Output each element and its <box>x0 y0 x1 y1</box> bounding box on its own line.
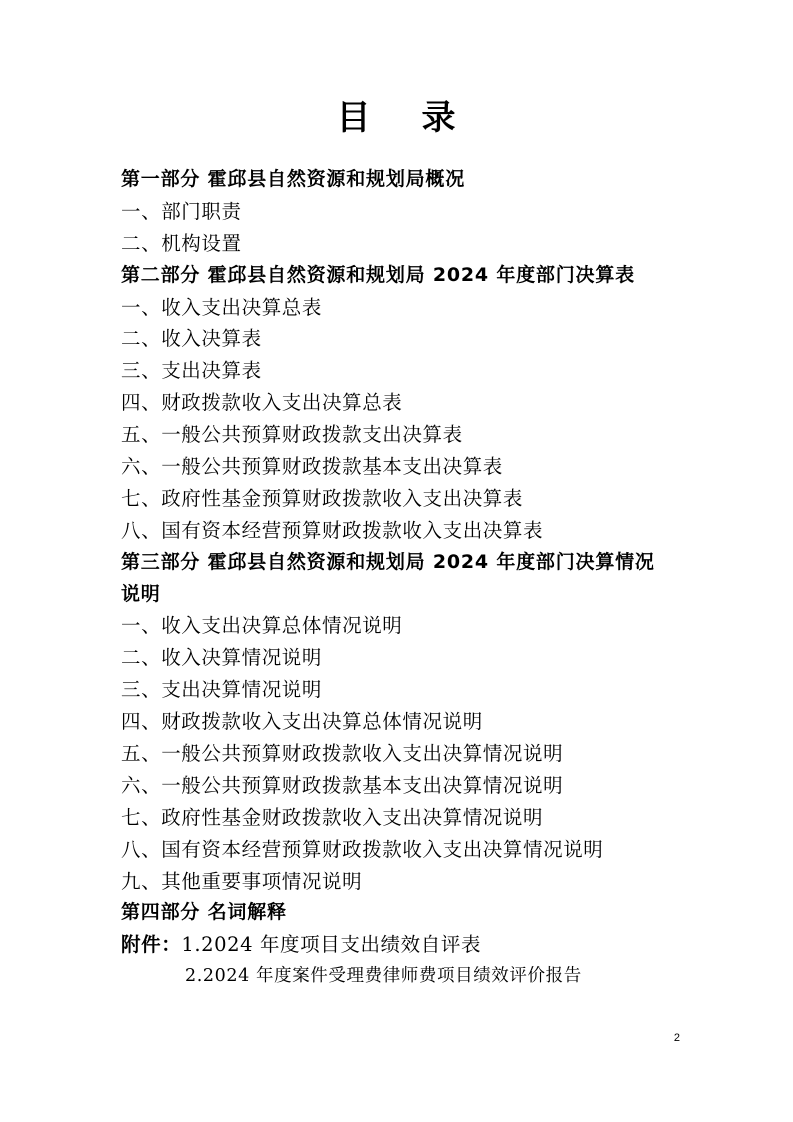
attachment-row <box>121 929 681 961</box>
toc-item[interactable]: 一、收入支出决算总表 <box>121 295 323 319</box>
toc-part-3[interactable]: 第三部分 霍邱县自然资源和规划局 2024 年度部门决算情况 <box>121 550 655 573</box>
title-char-1: 目 <box>336 98 372 138</box>
toc-item[interactable]: 二、收入决算情况说明 <box>121 646 323 670</box>
toc-item[interactable]: 二、机构设置 <box>121 231 242 255</box>
toc-item[interactable]: 四、财政拨款收入支出决算总体情况说明 <box>121 710 483 734</box>
toc-item[interactable]: 六、一般公共预算财政拨款基本支出决算情况说明 <box>121 773 564 797</box>
title-char-2: 录 <box>421 98 457 138</box>
toc-item[interactable]: 七、政府性基金预算财政拨款收入支出决算表 <box>121 486 524 510</box>
toc-item[interactable]: 三、支出决算情况说明 <box>121 678 323 702</box>
toc-item[interactable]: 七、政府性基金财政拨款收入支出决算情况说明 <box>121 805 544 829</box>
toc-item[interactable]: 四、财政拨款收入支出决算总表 <box>121 391 403 415</box>
attachment-item[interactable]: 2.2024 年度案件受理费律师费项目绩效评价报告 <box>185 966 582 987</box>
table-of-contents <box>121 164 681 993</box>
toc-item[interactable]: 九、其他重要事项情况说明 <box>121 869 363 893</box>
toc-part-2[interactable]: 第二部分 霍邱县自然资源和规划局 2024 年度部门决算表 <box>121 263 635 286</box>
toc-part-3-continued[interactable]: 说明 <box>121 582 161 605</box>
attachment-label: 附件： <box>121 933 182 957</box>
toc-part-1[interactable]: 第一部分 霍邱县自然资源和规划局概况 <box>121 168 466 190</box>
toc-item[interactable]: 一、部门职责 <box>121 199 242 223</box>
page-number: 2 <box>673 1032 680 1044</box>
toc-part-4[interactable]: 第四部分 名词解释 <box>121 901 287 924</box>
toc-item[interactable]: 八、国有资本经营预算财政拨款收入支出决算情况说明 <box>121 837 604 861</box>
attachment-item[interactable]: 1.2024 年度项目支出绩效自评表 <box>181 933 482 957</box>
toc-item[interactable]: 二、收入决算表 <box>121 327 262 351</box>
toc-item[interactable]: 五、一般公共预算财政拨款支出决算表 <box>121 423 463 447</box>
toc-item[interactable]: 八、国有资本经营预算财政拨款收入支出决算表 <box>121 518 544 542</box>
toc-item[interactable]: 三、支出决算表 <box>121 359 262 383</box>
toc-item[interactable]: 一、收入支出决算总体情况说明 <box>121 614 403 638</box>
toc-item[interactable]: 六、一般公共预算财政拨款基本支出决算表 <box>121 455 503 479</box>
page-title <box>0 90 793 139</box>
toc-item[interactable]: 五、一般公共预算财政拨款收入支出决算情况说明 <box>121 742 564 766</box>
